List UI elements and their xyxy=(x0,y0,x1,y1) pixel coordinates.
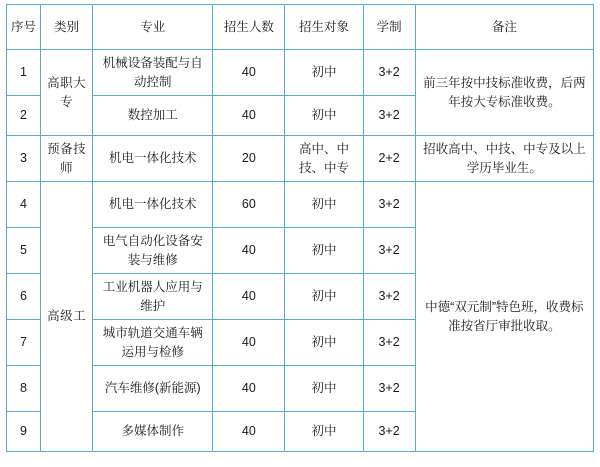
cell-no: 5 xyxy=(7,228,41,274)
cell-no: 9 xyxy=(7,412,41,452)
cell-no: 3 xyxy=(7,136,41,182)
header-system: 学制 xyxy=(363,5,415,50)
cell-major: 汽车维修(新能源) xyxy=(93,366,213,412)
cell-category-gaoji: 高级工 xyxy=(41,182,93,452)
table-header xyxy=(7,5,594,50)
cell-count: 40 xyxy=(213,366,285,412)
header-category: 类别 xyxy=(41,5,93,50)
cell-target: 初中 xyxy=(285,274,363,320)
header-no: 序号 xyxy=(7,5,41,50)
cell-target: 初中 xyxy=(285,228,363,274)
cell-category-gaozhi: 高职大专 xyxy=(41,50,93,136)
cell-major: 城市轨道交通车辆运用与检修 xyxy=(93,320,213,366)
cell-no: 7 xyxy=(7,320,41,366)
table-body xyxy=(7,50,594,452)
cell-target: 初中 xyxy=(285,366,363,412)
cell-target: 初中 xyxy=(285,320,363,366)
cell-system: 3+2 xyxy=(363,96,415,136)
cell-major: 数控加工 xyxy=(93,96,213,136)
cell-major: 机电一体化技术 xyxy=(93,182,213,228)
cell-system: 3+2 xyxy=(363,274,415,320)
cell-system: 2+2 xyxy=(363,136,415,182)
cell-target: 初中 xyxy=(285,182,363,228)
cell-no: 8 xyxy=(7,366,41,412)
cell-no: 4 xyxy=(7,182,41,228)
cell-note-gaoji: 中德“双元制”特色班，收费标准按省厅审批收取。 xyxy=(415,182,593,452)
header-count: 招生人数 xyxy=(213,5,285,50)
cell-system: 3+2 xyxy=(363,320,415,366)
cell-major: 机电一体化技术 xyxy=(93,136,213,182)
cell-count: 60 xyxy=(213,182,285,228)
cell-no: 2 xyxy=(7,96,41,136)
cell-note-yubei: 招收高中、中技、中专及以上学历毕业生。 xyxy=(415,136,593,182)
cell-no: 1 xyxy=(7,50,41,96)
cell-major: 多媒体制作 xyxy=(93,412,213,452)
cell-major: 机械设备装配与自动控制 xyxy=(93,50,213,96)
cell-count: 40 xyxy=(213,274,285,320)
table-row xyxy=(7,136,594,182)
cell-count: 40 xyxy=(213,412,285,452)
header-target: 招生对象 xyxy=(285,5,363,50)
cell-note-gaozhi: 前三年按中技标准收费，后两年按大专标准收费。 xyxy=(415,50,593,136)
table-row xyxy=(7,50,594,96)
cell-count: 20 xyxy=(213,136,285,182)
cell-category-yubei: 预备技师 xyxy=(41,136,93,182)
cell-count: 40 xyxy=(213,228,285,274)
cell-system: 3+2 xyxy=(363,50,415,96)
cell-system: 3+2 xyxy=(363,228,415,274)
cell-major: 工业机器人应用与维护 xyxy=(93,274,213,320)
cell-target: 高中、中技、中专 xyxy=(285,136,363,182)
cell-count: 40 xyxy=(213,96,285,136)
cell-no: 6 xyxy=(7,274,41,320)
cell-system: 3+2 xyxy=(363,366,415,412)
cell-system: 3+2 xyxy=(363,182,415,228)
cell-major: 电气自动化设备安装与维修 xyxy=(93,228,213,274)
header-note: 备注 xyxy=(415,5,593,50)
cell-count: 40 xyxy=(213,320,285,366)
table-header-row xyxy=(7,5,594,50)
cell-count: 40 xyxy=(213,50,285,96)
header-major: 专业 xyxy=(93,5,213,50)
table-row xyxy=(7,182,594,228)
cell-target: 初中 xyxy=(285,96,363,136)
cell-target: 初中 xyxy=(285,50,363,96)
cell-target: 初中 xyxy=(285,412,363,452)
cell-system: 3+2 xyxy=(363,412,415,452)
enrollment-table xyxy=(6,4,594,452)
